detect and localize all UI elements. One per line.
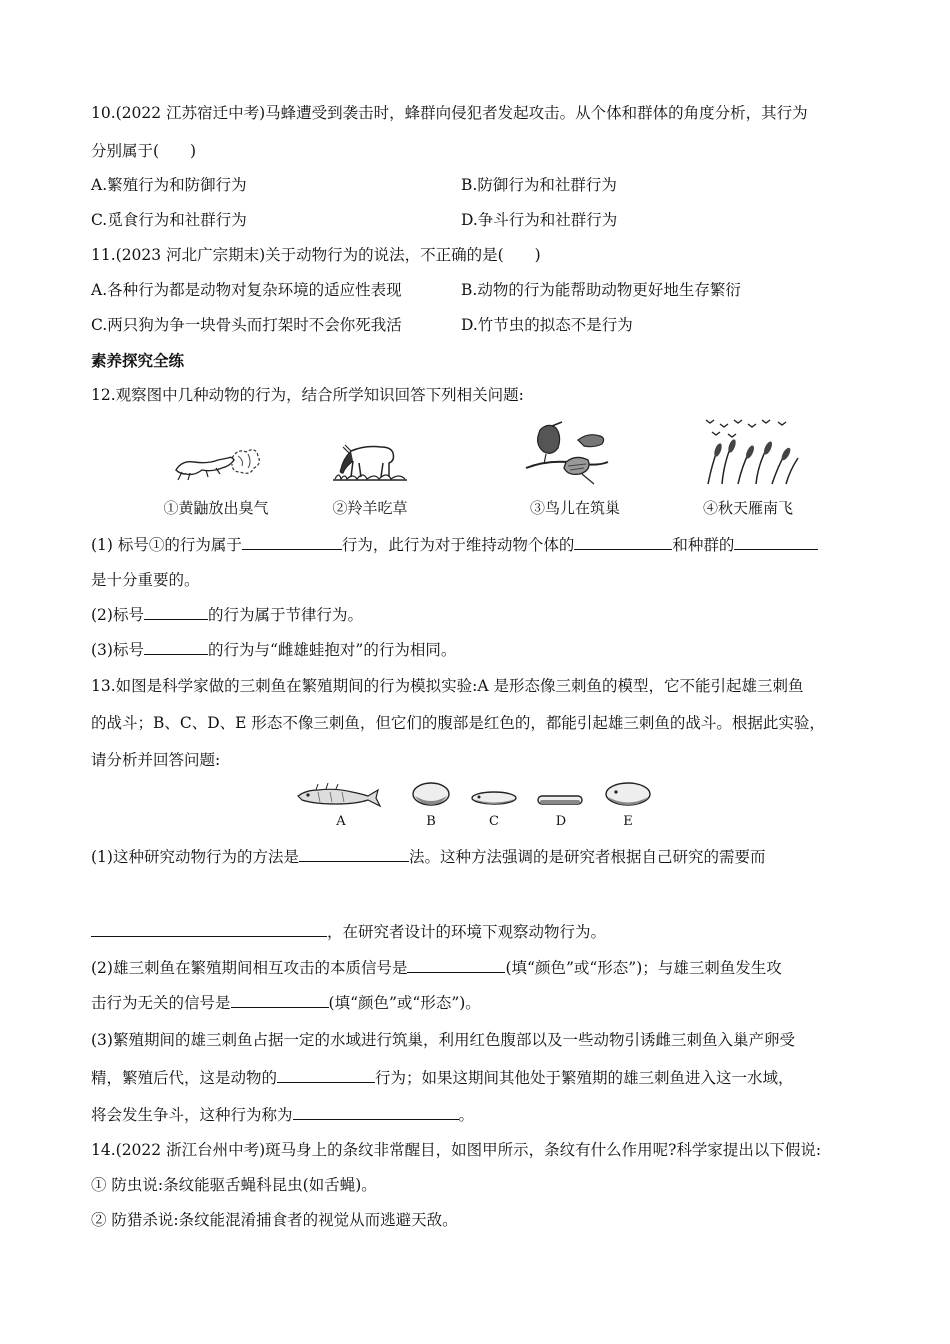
answer-blank[interactable] bbox=[277, 1068, 375, 1083]
antelope-figure bbox=[331, 433, 411, 485]
figure-caption-1: ①黄鼬放出臭气 bbox=[163, 499, 269, 517]
q13-part2-line1 bbox=[91, 958, 782, 978]
model-label-c: C bbox=[489, 814, 499, 829]
q11-option-a: A.各种行为都是动物对复杂环境的适应性表现 bbox=[91, 281, 402, 299]
model-label-a: A bbox=[336, 814, 346, 829]
q10-option-b: B.防御行为和社群行为 bbox=[461, 176, 617, 194]
q11-option-d: D.竹节虫的拟态不是行为 bbox=[461, 316, 633, 334]
q13-part2-text-c: 击行为无关的信号是 bbox=[91, 994, 231, 1012]
q13-part1-text-c: ，在研究者设计的环境下观察动物行为。 bbox=[327, 923, 607, 941]
q13-part1-line1 bbox=[91, 847, 765, 867]
geese-migration-figure bbox=[698, 414, 802, 486]
q12-part2-text-a: (2)标号 bbox=[91, 606, 144, 624]
q13-part2-text-b: (填“颜色”或“形态”)；与雄三刺鱼发生攻 bbox=[505, 959, 782, 977]
q12-part3-text-a: (3)标号 bbox=[91, 641, 144, 659]
q11-stem: 11.(2023 河北广宗期末)关于动物行为的说法，不正确的是( ) bbox=[91, 246, 541, 264]
q13-part3-line2 bbox=[91, 1068, 794, 1088]
answer-blank[interactable] bbox=[144, 640, 208, 655]
answer-blank[interactable] bbox=[734, 535, 818, 550]
model-label-e: E bbox=[623, 814, 633, 829]
q10-stem-line1: 10.(2022 江苏宿迁中考)马蜂遭受到袭击时，蜂群向侵犯者发起攻击。从个体和群体的角度分析，其行为 bbox=[91, 104, 808, 122]
q13-part2-text-a: (2)雄三刺鱼在繁殖期间相互攻击的本质信号是 bbox=[91, 959, 408, 977]
q13-part3-line3 bbox=[91, 1105, 474, 1125]
q12-stem: 12.观察图中几种动物的行为，结合所学知识回答下列相关问题: bbox=[91, 386, 524, 404]
answer-blank[interactable] bbox=[293, 1105, 459, 1120]
q10-option-a: A.繁殖行为和防御行为 bbox=[91, 176, 247, 194]
q10-stem-line2: 分别属于( ) bbox=[91, 142, 197, 160]
q13-stem-line3: 请分析并回答问题: bbox=[91, 751, 221, 769]
figure-caption-3: ③鸟儿在筑巢 bbox=[529, 499, 620, 517]
q13-part2-line2 bbox=[91, 993, 481, 1013]
answer-blank[interactable] bbox=[231, 993, 329, 1008]
q14-hypothesis-1: ① 防虫说:条纹能驱舌蝇科昆虫(如舌蝇)。 bbox=[91, 1176, 377, 1194]
q13-part1-line2 bbox=[91, 922, 606, 942]
q13-part3-text-d: 。 bbox=[458, 1106, 475, 1124]
section-title: 素养探究全练 bbox=[91, 351, 185, 370]
q13-part3-text-b: 行为；如果这期间其他处于繁殖期的雄三刺鱼进入这一水域， bbox=[375, 1069, 794, 1087]
figure-caption-4: ④秋天雁南飞 bbox=[702, 499, 793, 517]
q12-part1-text-c: 和种群的 bbox=[672, 536, 735, 554]
q12-part1-line1 bbox=[91, 535, 818, 555]
q12-part3 bbox=[91, 640, 456, 660]
q13-part3-text-a: 精，繁殖后代，这是动物的 bbox=[91, 1069, 278, 1087]
q12-part3-text-b: 的行为与“雌雄蛙抱对”的行为相同。 bbox=[207, 641, 457, 659]
q13-part1-text-b: 法。这种方法强调的是研究者根据自己研究的需要而 bbox=[408, 848, 766, 866]
q13-part3-text-c: 将会发生争斗，这种行为称为 bbox=[91, 1106, 293, 1124]
q14-stem: 14.(2022 浙江台州中考)斑马身上的条纹非常醒目，如图甲所示，条纹有什么作用呢?科学家提出以下假说: bbox=[91, 1141, 822, 1159]
stickleback-models-figure bbox=[296, 782, 656, 814]
q12-part2-text-b: 的行为属于节律行为。 bbox=[207, 606, 363, 624]
q12-part1-text-b: 行为，此行为对于维持动物个体的 bbox=[341, 536, 575, 554]
q13-part2-text-d: (填“颜色”或“形态”)。 bbox=[328, 994, 481, 1012]
answer-blank[interactable] bbox=[242, 535, 342, 550]
q14-hypothesis-2: ② 防猎杀说:条纹能混淆捕食者的视觉从而逃避天敌。 bbox=[91, 1211, 458, 1229]
bird-nest-figure bbox=[522, 418, 612, 488]
figure-caption-2: ②羚羊吃草 bbox=[332, 499, 408, 517]
weasel-figure bbox=[172, 440, 262, 485]
answer-blank[interactable] bbox=[299, 847, 409, 862]
q11-option-b: B.动物的行为能帮助动物更好地生存繁衍 bbox=[461, 281, 741, 299]
q13-part3-line1: (3)繁殖期间的雄三刺鱼占据一定的水域进行筑巢，利用红色腹部以及一些动物引诱雌三刺鱼入巢产卵受 bbox=[91, 1031, 795, 1049]
answer-blank[interactable] bbox=[91, 922, 327, 937]
q12-part1-text-a: (1) 标号①的行为属于 bbox=[91, 536, 242, 554]
answer-blank[interactable] bbox=[407, 958, 505, 973]
answer-blank[interactable] bbox=[144, 605, 208, 620]
q10-option-d: D.争斗行为和社群行为 bbox=[461, 211, 618, 229]
q12-part2 bbox=[91, 605, 363, 625]
q10-option-c: C.觅食行为和社群行为 bbox=[91, 211, 247, 229]
model-label-d: D bbox=[555, 814, 567, 829]
q13-stem-line2: 的战斗；B、C、D、E 形态不像三刺鱼，但它们的腹部是红色的，都能引起雄三刺鱼的战斗。根据此实验， bbox=[91, 714, 825, 732]
q12-part1-line2: 是十分重要的。 bbox=[91, 571, 200, 589]
model-label-b: B bbox=[426, 814, 436, 829]
q13-stem-line1: 13.如图是科学家做的三刺鱼在繁殖期间的行为模拟实验:A 是形态像三刺鱼的模型，它不能引起雄三刺鱼 bbox=[91, 677, 804, 695]
answer-blank[interactable] bbox=[574, 535, 672, 550]
q13-part1-text-a: (1)这种研究动物行为的方法是 bbox=[91, 848, 299, 866]
q11-option-c: C.两只狗为争一块骨头而打架时不会你死我活 bbox=[91, 316, 402, 334]
